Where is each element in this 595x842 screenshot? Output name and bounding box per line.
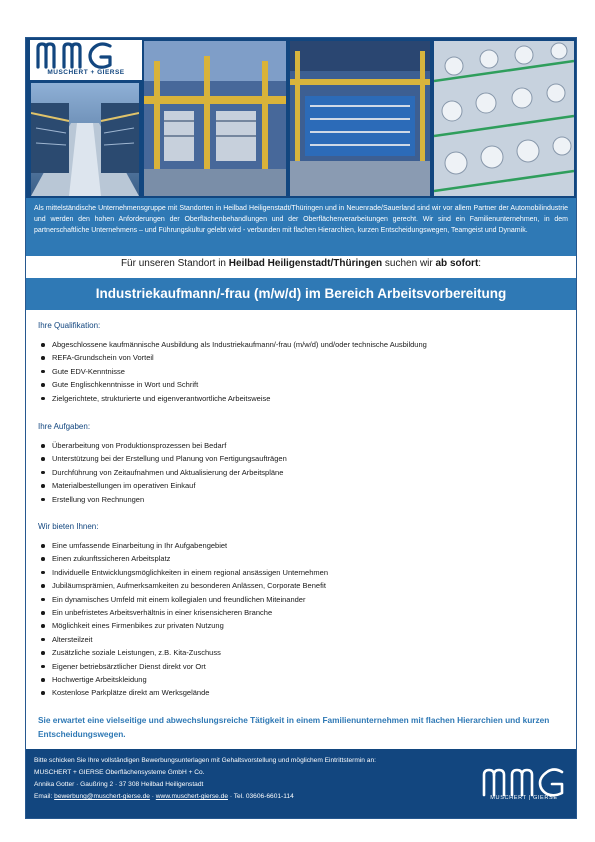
qualifications-heading: Ihre Qualifikation: (38, 321, 101, 330)
footer-address: Annika Gotter · Gaußring 2 · 37 308 Heilbad Heiligenstadt (34, 781, 204, 788)
start-date: ab sofort (435, 258, 479, 269)
photo-factory-aisle (31, 83, 139, 196)
header-band (26, 38, 576, 198)
email-link[interactable]: bewerbung@muschert-gierse.de (54, 793, 150, 800)
list-item: Zielgerichtete, strukturierte und eigenverantwortliche Arbeitsweise (38, 392, 564, 405)
photo-machinery-hall (290, 41, 430, 196)
list-item: Eigener betriebsärztlicher Dienst direkt vor Ort (38, 660, 564, 673)
list-item: Einen zukunftssicheren Arbeitsplatz (38, 552, 564, 565)
logo-subtitle: MUSCHERT + GIERSE (47, 69, 125, 76)
phone-number: Tel. 03606-6601-114 (233, 793, 294, 800)
photo-plating-line (144, 41, 286, 196)
list-item: REFA-Grundschein von Vorteil (38, 351, 564, 364)
job-title: Industriekaufmann/-frau (m/w/d) im Bereich Arbeitsvorbereitung (95, 286, 507, 301)
footer-band (26, 749, 576, 818)
list-item: Überarbeitung von Produktionsprozessen bei Bedarf (38, 439, 564, 452)
benefits-heading: Wir bieten Ihnen: (38, 522, 99, 531)
benefits-section (38, 522, 564, 700)
closing-statement: Sie erwartet eine vielseitige und abwechslungsreiche Tätigkeit in einem Familienunternehmen mit flachen Hierarchien und kurzen Entscheidungswegen. (38, 715, 550, 739)
job-title-bar (26, 278, 576, 310)
list-item: Zusätzliche soziale Leistungen, z.B. Kita-Zuschuss (38, 646, 564, 659)
list-item: Abgeschlossene kaufmännische Ausbildung als Industriekaufmann/-frau (m/w/d) und/oder technische Ausbildung (38, 338, 564, 351)
list-item: Hochwertige Arbeitskleidung (38, 673, 564, 686)
list-item: Ein unbefristetes Arbeitsverhältnis in einer krisensicheren Branche (38, 606, 564, 619)
footer-line-1: Bitte schicken Sie Ihre vollständigen Bewerbungsunterlagen mit Gehaltsvorstellung und möglichem Eintrittstermin an: (34, 757, 376, 764)
website-link[interactable]: www.muschert-gierse.de (155, 793, 228, 800)
list-item: Durchführung von Zeitaufnahmen und Aktualisierung der Arbeitspläne (38, 466, 564, 479)
list-item: Ein dynamisches Umfeld mit einem kollegialen und freundlichen Miteinander (38, 593, 564, 606)
list-item: Individuelle Entwicklungsmöglichkeiten in einem regional ansässigen Unternehmen (38, 566, 564, 579)
list-item: Unterstützung bei der Erstellung und Planung von Fertigungsaufträgen (38, 452, 564, 465)
company-intro (26, 198, 576, 256)
list-item: Materialbestellungen im operativen Einkauf (38, 479, 564, 492)
list-item: Jubiläumsprämien, Aufmerksamkeiten zu besonderen Anlässen, Corporate Benefit (38, 579, 564, 592)
list-item: Kostenlose Parkplätze direkt am Werksgelände (38, 686, 564, 699)
list-item: Altersteilzeit (38, 633, 564, 646)
location-line: Für unseren Standort in Heilbad Heiligenstadt/Thüringen suchen wir ab sofort: (120, 258, 482, 269)
photo-parts-rack (434, 41, 574, 196)
tasks-list (38, 439, 564, 506)
company-logo (30, 40, 142, 80)
qualifications-list (38, 338, 564, 405)
list-item: Gute Englischkenntnisse in Wort und Schrift (38, 378, 564, 391)
tasks-section (38, 422, 564, 506)
benefits-list (38, 539, 564, 700)
list-item: Eine umfassende Einarbeitung in Ihr Aufgabengebiet (38, 539, 564, 552)
qualifications-section (38, 321, 564, 405)
intro-text: Als mittelständische Unternehmensgruppe mit Standorten in Heilbad Heiligenstadt/Thüringen und in Neuenrade/Sauerland sind wir vor allem Partner der Automobilindustrie und werden den hohen Anforderungen der Oberflächenbehandlungen und der Oberflächenverarbeitungen gerecht. Wir sind ein Familienunternehmen, in dem partnerschaftliche Unternehmens – und Führungskultur gelebt wird - verbunden mit flachen Hierarchien, kurzen Entscheidungswegen, Teamgeist und Dynamik. (34, 205, 568, 234)
footer-company: MUSCHERT + GIERSE Oberflächensysteme GmbH + Co. (34, 769, 205, 776)
footer-logo-subtitle: MUSCHERT | GIERSE (490, 795, 558, 801)
logo-mark-icon (30, 40, 142, 70)
list-item: Möglichkeit eines Firmenbikes zur privaten Nutzung (38, 619, 564, 632)
footer-contact-line: Email: bewerbung@muschert-gierse.de · www.muschert-gierse.de · Tel. 03606-6601-114 (34, 793, 294, 800)
job-ad-page (25, 37, 577, 819)
tasks-heading: Ihre Aufgaben: (38, 422, 91, 431)
list-item: Erstellung von Rechnungen (38, 493, 564, 506)
application-contact (34, 755, 474, 803)
location-place: Heilbad Heiligenstadt/Thüringen (228, 258, 383, 269)
list-item: Gute EDV-Kenntnisse (38, 365, 564, 378)
